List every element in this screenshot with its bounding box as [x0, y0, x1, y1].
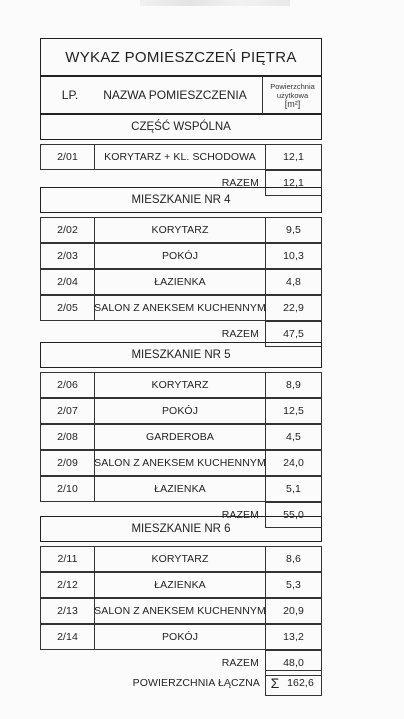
section-title: MIESZKANIE NR 4 [131, 194, 231, 206]
room-name: SALON Z ANEKSEM KUCHENNYM [94, 302, 266, 314]
room-area: 12,1 [283, 151, 304, 163]
room-name: SALON Z ANEKSEM KUCHENNYM [94, 457, 266, 469]
room-name: POKÓJ [161, 250, 199, 262]
room-area: 22,9 [283, 302, 304, 314]
section-total-value: 47,5 [283, 328, 304, 340]
room-number: 2/06 [57, 379, 78, 391]
section-total-label: RAZEM [221, 177, 259, 189]
section-title: CZĘŚĆ WSPÓLNA [131, 121, 231, 133]
room-name: KORYTARZ [151, 224, 209, 236]
section-total-label: RAZEM [221, 328, 259, 340]
room-area: 9,5 [286, 224, 301, 236]
room-name: KORYTARZ + KL. SCHODOWA [104, 151, 256, 163]
section-total-label: RAZEM [221, 509, 259, 521]
room-name: ŁAZIENKA [154, 276, 206, 288]
section-title: MIESZKANIE NR 6 [131, 523, 231, 535]
room-number: 2/11 [57, 553, 78, 565]
room-number: 2/08 [57, 431, 78, 443]
room-number: 2/12 [57, 579, 78, 591]
room-number: 2/14 [57, 631, 78, 643]
room-name: ŁAZIENKA [154, 579, 206, 591]
room-number: 2/04 [57, 276, 78, 288]
header-area-line2: użytkowa [276, 90, 309, 100]
room-area: 5,3 [286, 579, 301, 591]
room-name: POKÓJ [161, 631, 199, 643]
room-name: KORYTARZ [151, 553, 209, 565]
room-area: 8,6 [286, 553, 301, 565]
room-number: 2/13 [57, 605, 78, 617]
room-number: 2/09 [57, 457, 78, 469]
room-number: 2/10 [57, 483, 78, 495]
sum-symbol: Σ [270, 675, 280, 691]
room-area: 12,5 [283, 405, 304, 417]
room-name: POKÓJ [161, 405, 199, 417]
section-total-value: 55,0 [283, 509, 304, 521]
room-name: GARDEROBA [146, 431, 214, 443]
grand-total-label: POWIERZCHNIA ŁĄCZNA [132, 677, 260, 689]
room-area: 5,1 [286, 483, 301, 495]
grand-total-value: 162,6 [287, 677, 314, 689]
section-title: MIESZKANIE NR 5 [131, 349, 231, 361]
room-number: 2/01 [57, 151, 78, 163]
room-number: 2/07 [57, 405, 78, 417]
section-total-value: 12,1 [283, 177, 304, 189]
header-area-unit: [m²] [284, 98, 301, 109]
room-area: 4,5 [286, 431, 301, 443]
header-area [263, 76, 322, 114]
room-name: ŁAZIENKA [154, 483, 206, 495]
room-name: KORYTARZ [151, 379, 209, 391]
room-area: 10,3 [283, 250, 304, 262]
header-name: NAZWA POMIESZCZENIA [103, 88, 247, 102]
header-area-line1: Powierzchnia [270, 81, 315, 91]
room-area: 8,9 [286, 379, 301, 391]
section-total-label: RAZEM [221, 657, 259, 669]
page-title: WYKAZ POMIESZCZEŃ PIĘTRA [65, 48, 297, 66]
header-lp: LP. [61, 88, 79, 102]
room-area: 20,9 [283, 605, 304, 617]
room-number: 2/03 [57, 250, 78, 262]
room-number: 2/02 [57, 224, 78, 236]
scan-artifact [140, 0, 290, 6]
room-area: 24,0 [283, 457, 304, 469]
section-total-value: 48,0 [283, 657, 304, 669]
room-area: 4,8 [286, 276, 301, 288]
room-name: SALON Z ANEKSEM KUCHENNYM [94, 605, 266, 617]
room-area: 13,2 [283, 631, 304, 643]
room-number: 2/05 [57, 302, 78, 314]
